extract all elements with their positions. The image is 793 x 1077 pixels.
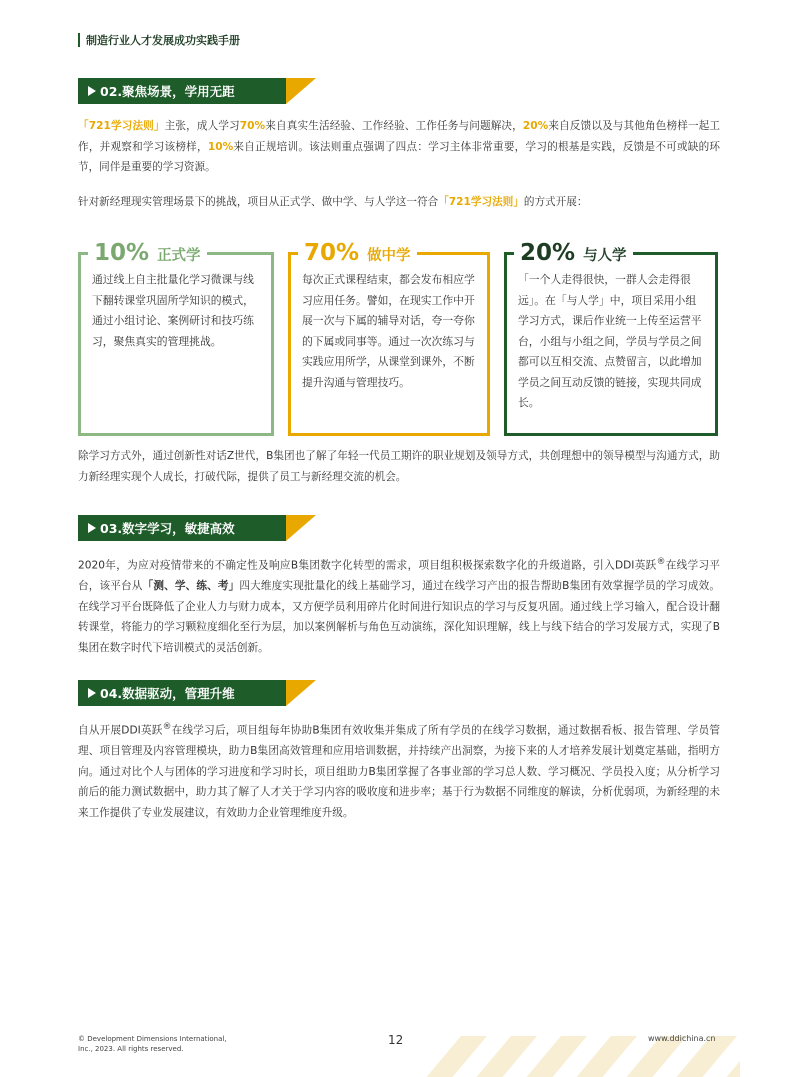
copyright: © Development Dimensions International, Inc., 2023. All rights reserved.	[78, 1035, 227, 1053]
card-formal-learning	[78, 240, 274, 436]
card-name: 与人学	[583, 248, 627, 264]
paragraph-approach: 针对新经理现实管理场景下的挑战，项目从正式学、做中学、与人学这一符合「721学习法则」的方式开展：	[78, 196, 588, 208]
section-title: 03.数字学习，敏捷高效	[100, 521, 235, 536]
card-learning-by-doing	[288, 240, 490, 436]
card-title	[514, 240, 633, 266]
paragraph-721-rule: 「721学习法则」主张，成人学习70%来自真实生活经验、工作经验、工作任务与问题解决，20%来自反馈以及与其他角色榜样一起工作，并观察和学习该榜样，10%来自正规培训。该法则重点强调了四点：学习主体非常重要，学习的根基是实践，反馈是不可或缺的环节，同伴是重要的学习资源。	[78, 120, 721, 173]
gold-triangle-decoration	[286, 515, 316, 541]
header-accent-bar	[78, 33, 80, 47]
page-number: 12	[388, 1033, 404, 1047]
paragraph-gen-z: 除学习方式外，通过创新性对话Z世代，B集团也了解了年轻一代员工期许的职业规划及领导方式，共创理想中的领导模型与沟通方式，助力新经理实现个人成长，打破代际，提供了员工与新经理交流的机会。	[78, 450, 720, 483]
section-title: 04.数据驱动，管理升维	[100, 686, 235, 701]
section-banner-03	[78, 515, 324, 541]
card-body: 每次正式课程结束，都会发布相应学习应用任务。譬如，在现实工作中开展一次与下属的辅导对话，夸一夸你的下属或同事等。通过一次次练习与实践应用所学，从课堂到课外，不断提升沟通与管理技巧。	[302, 273, 475, 389]
handbook-title: 制造行业人才发展成功实践手册	[86, 34, 240, 47]
card-percent: 70%	[304, 240, 360, 266]
section-banner-02	[78, 78, 324, 104]
card-body: 通过线上自主批量化学习微课与线下翻转课堂巩固所学知识的模式，通过小组讨论、案例研讨和技巧练习，聚焦真实的管理挑战。	[92, 273, 254, 348]
section-title: 02.聚焦场景，学用无距	[100, 84, 235, 99]
card-title	[88, 240, 207, 266]
card-name: 做中学	[367, 248, 411, 264]
play-arrow-icon	[88, 688, 96, 698]
running-header	[78, 32, 240, 48]
card-name: 正式学	[157, 248, 201, 264]
card-learning-from-others	[504, 240, 718, 436]
section-banner-04	[78, 680, 324, 706]
card-body: 「一个人走得很快，一群人会走得很远」。在「与人学」中，项目采用小组学习方式，课后作业统一上传至运营平台，小组与小组之间，学员与学员之间都可以互相交流、点赞留言，以此增加学员之间互动反馈的链接，实现共同成长。	[518, 273, 702, 409]
play-arrow-icon	[88, 86, 96, 96]
gold-triangle-decoration	[286, 78, 316, 104]
paragraph-data-driven: 自从开展DDI英跃®在线学习后，项目组每年协助B集团有效收集并集成了所有学员的在线学习数据，通过数据看板、报告管理、学员管理、项目管理及内容管理模块，助力B集团高效管理和应用培训数据，并持续产出洞察，为接下来的人才培养发展计划奠定基础，指明方向。通过对比个人与团体的学习进度和学习时长，项目组助力B集团掌握了各事业部的学习总人数、学习概况、学员投入度；从分析学习前后的能力测试数据中，助力其了解了人才关于学习内容的吸收度和进步率；基于行为数据不同维度的解读，分析优弱项，为新经理的未来工作提供了专业发展建议，有效助力企业管理维度升级。	[78, 722, 720, 819]
card-percent: 10%	[94, 240, 150, 266]
paragraph-digital-learning: 2020年，为应对疫情带来的不确定性及响应B集团数字化转型的需求，项目组积极探索数字化的升级道路，引入DDI英跃®在线学习平台，该平台从「测、学、练、考」四大维度实现批量化的线上基础学习，通过在线学习产出的报告帮助B集团有效掌握学员的学习成效。在线学习平台既降低了企业人力与财力成本，又方便学员利用碎片化时间进行知识点的学习与反复巩固。通过线上学习输入，配合设计翻转课堂，将能力的学习颗粒度细化至行为层，加以案例解析与角色互动演练，深化知识理解，线上与线下结合的学习发展方式，实现了B集团在数字时代下培训模式的灵活创新。	[78, 557, 721, 654]
gold-triangle-decoration	[286, 680, 316, 706]
card-title	[298, 240, 417, 266]
website-link[interactable]: www.ddichina.cn	[648, 1034, 716, 1043]
play-arrow-icon	[88, 523, 96, 533]
card-percent: 20%	[520, 240, 576, 266]
